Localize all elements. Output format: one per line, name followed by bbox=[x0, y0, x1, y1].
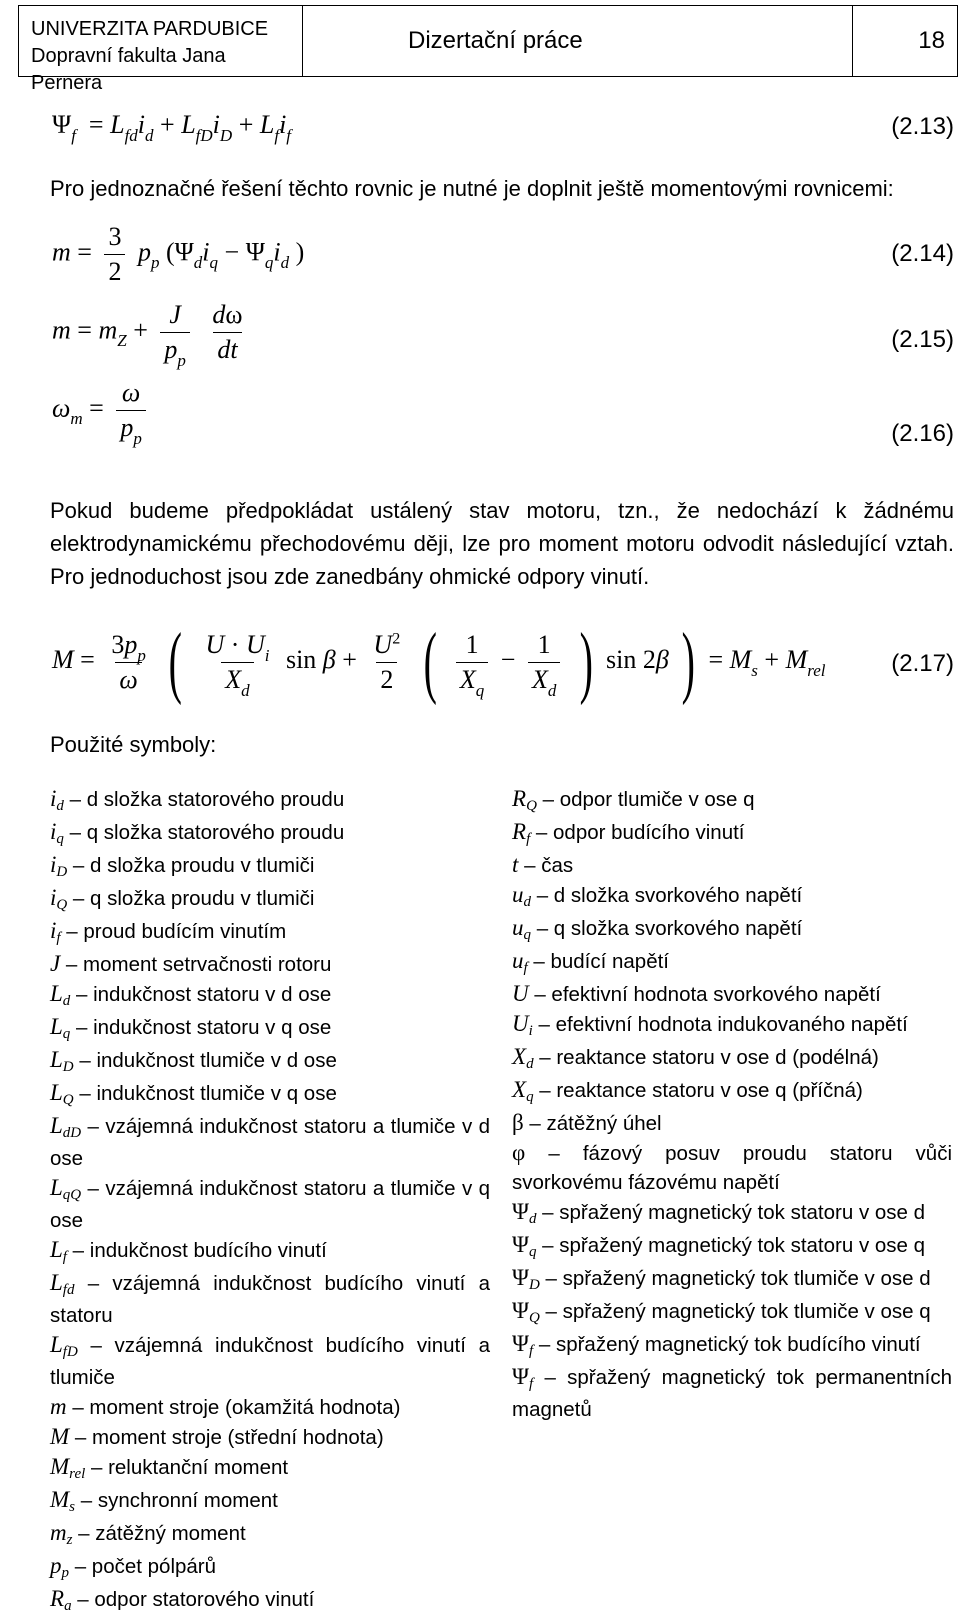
symbol bbox=[512, 1364, 534, 1392]
dash: – bbox=[63, 788, 87, 811]
symbol-entry bbox=[512, 1042, 952, 1075]
symbol-entry bbox=[50, 1268, 490, 1330]
dash: – bbox=[533, 1366, 568, 1389]
intro-paragraph: Pro jednoznačné řešení těchto rovnic je nutné je doplnit ještě momentovými rovnicemi: bbox=[50, 176, 894, 201]
symbol-letter: p bbox=[50, 1553, 62, 1578]
symbol-entry bbox=[50, 850, 490, 883]
symbol-subscript: qQ bbox=[62, 1187, 82, 1203]
symbol-description: q složka statorového proudu bbox=[86, 821, 345, 844]
symbol-subscript: D bbox=[528, 1277, 540, 1293]
symbol-letter: i bbox=[50, 852, 57, 877]
symbol-description: indukčnost statoru v d ose bbox=[93, 983, 332, 1006]
symbol-description: vzájemná indukčnost budícího vinutí a statoru bbox=[50, 1272, 491, 1327]
symbol-entry bbox=[50, 1330, 490, 1392]
symbol bbox=[512, 882, 531, 910]
symbol-description: počet pólpárů bbox=[91, 1555, 217, 1578]
symbol bbox=[50, 1487, 76, 1515]
symbol bbox=[512, 1331, 534, 1359]
symbol-description: spřažený magnetický tok permanentních magnetů bbox=[512, 1366, 952, 1421]
dash: – bbox=[77, 1334, 115, 1357]
faculty-name: Dopravní fakulta Jana Pernera bbox=[31, 45, 226, 94]
symbol-letter: U bbox=[512, 1011, 529, 1036]
dash: – bbox=[70, 983, 94, 1006]
dash: – bbox=[75, 1489, 98, 1512]
dash: – bbox=[60, 920, 84, 943]
symbol-description: efektivní hodnota indukovaného napětí bbox=[555, 1013, 908, 1036]
symbol-description: indukčnost tlumiče v d ose bbox=[96, 1049, 337, 1072]
symbol-entry bbox=[512, 880, 952, 913]
symbol-letter: L bbox=[50, 1080, 63, 1105]
university-name: UNIVERZITA PARDUBICE bbox=[31, 18, 269, 40]
symbol bbox=[512, 1011, 533, 1039]
symbol-letter: R bbox=[512, 786, 527, 811]
dash: – bbox=[527, 950, 551, 973]
symbol-subscript: rel bbox=[69, 1466, 86, 1482]
symbol bbox=[512, 948, 528, 976]
dash: – bbox=[536, 1201, 560, 1224]
symbol-description: spřažený magnetický tok statoru v ose d bbox=[559, 1201, 926, 1224]
symbol-subscript: Q bbox=[528, 1310, 540, 1326]
equation-2-17: M = $\frac{3p_p}{\omega}$ ( $\frac{U \cdot U_i}{X_d}$ sin β + $\frac{U^2}{2}$ ( $\frac{1}{X_q}$ − $\frac{1}{X_d}$ ) sin 2β ) = $M_s + M_{rel}$ bbox=[52, 618, 826, 706]
symbol bbox=[512, 819, 531, 847]
equation-number-2-16: (2.16) bbox=[891, 420, 954, 447]
dash: – bbox=[67, 887, 91, 910]
symbol-letter: R bbox=[50, 1586, 65, 1611]
symbol-entry bbox=[50, 817, 490, 850]
symbol-description: indukčnost budícího vinutí bbox=[89, 1239, 327, 1262]
symbol-description: zátěžný úhel bbox=[546, 1112, 662, 1135]
symbol-letter: R bbox=[512, 819, 527, 844]
symbol-subscript: Q bbox=[62, 1092, 74, 1108]
symbol-subscript: p bbox=[61, 1565, 69, 1581]
dash: – bbox=[533, 1079, 557, 1102]
symbol-letter: β bbox=[512, 1110, 524, 1135]
symbol-description: zátěžný moment bbox=[95, 1522, 246, 1545]
symbol bbox=[50, 1454, 86, 1482]
dash: – bbox=[74, 1272, 113, 1295]
symbol-entry bbox=[50, 1518, 490, 1551]
symbol-letter: Ψ bbox=[512, 1364, 529, 1389]
dash: – bbox=[533, 1046, 557, 1069]
symbol-description: odpor budícího vinutí bbox=[553, 821, 745, 844]
symbol-letter: J bbox=[50, 951, 61, 976]
dash: – bbox=[539, 1300, 563, 1323]
equation-number-2-17: (2.17) bbox=[891, 650, 954, 677]
symbol bbox=[512, 981, 529, 1006]
symbol-letter: Ψ bbox=[512, 1265, 529, 1290]
symbol-letter: u bbox=[512, 948, 524, 973]
symbol bbox=[50, 1175, 82, 1203]
symbol-subscript: q bbox=[56, 831, 64, 847]
dash: – bbox=[70, 1016, 94, 1039]
dash: – bbox=[85, 1456, 109, 1479]
dash: – bbox=[533, 1333, 556, 1356]
symbol-subscript: fd bbox=[62, 1282, 75, 1298]
symbol-letter: i bbox=[50, 918, 57, 943]
symbol-subscript: d bbox=[62, 993, 71, 1009]
symbol-description: d složka proudu v tlumiči bbox=[90, 854, 315, 877]
equation-number-2-15: (2.15) bbox=[891, 326, 954, 353]
symbol-description: spřažený magnetický tok budícího vinutí bbox=[555, 1333, 921, 1356]
symbol-letter: φ bbox=[512, 1140, 526, 1165]
page-number: 18 bbox=[918, 27, 945, 54]
dash: – bbox=[69, 1555, 92, 1578]
steady-state-paragraph: Pokud budeme předpokládat ustálený stav motoru, tzn., že nedochází k žádnému elektrodynamickému přechodovému ději, lze pro moment motoru odvodit následující vztah. Pro jednoduchost jsou zde zanedbány ohmické odpory vinutí. bbox=[50, 498, 954, 589]
symbol-description: odpor statorového vinutí bbox=[94, 1588, 315, 1611]
symbol-subscript: d bbox=[56, 798, 64, 814]
symbol-letter: Ψ bbox=[512, 1331, 529, 1356]
symbol-letter: L bbox=[50, 1332, 63, 1357]
symbol-entry bbox=[512, 1329, 952, 1362]
symbol-entry bbox=[512, 784, 952, 817]
dash: – bbox=[525, 1142, 583, 1165]
dash: – bbox=[539, 1267, 563, 1290]
symbol-description: d složka statorového proudu bbox=[86, 788, 345, 811]
equation-2-16: $\omega_m$ = $\frac{\omega}{p_p}$ bbox=[52, 378, 152, 443]
symbol-description: spřažený magnetický tok tlumiče v ose d bbox=[562, 1267, 931, 1290]
symbol-description: odpor tlumiče v ose q bbox=[559, 788, 755, 811]
dash: – bbox=[67, 854, 91, 877]
symbol-entry bbox=[50, 1173, 490, 1235]
symbol bbox=[50, 1553, 69, 1581]
symbol-entry bbox=[50, 1078, 490, 1111]
symbol-letter: M bbox=[50, 1487, 70, 1512]
symbol-letter: i bbox=[50, 786, 57, 811]
symbol-description: moment setrvačnosti rotoru bbox=[83, 953, 332, 976]
symbol-entry bbox=[512, 1296, 952, 1329]
symbol-entry bbox=[512, 1108, 952, 1138]
symbol-entry bbox=[50, 979, 490, 1012]
symbol-subscript: q bbox=[62, 1026, 71, 1042]
symbol-description: q složka proudu v tlumiči bbox=[90, 887, 315, 910]
symbol bbox=[512, 1265, 540, 1293]
symbol bbox=[50, 981, 71, 1009]
symbol-description: synchronní moment bbox=[97, 1489, 278, 1512]
symbol-entry bbox=[512, 817, 952, 850]
symbol-subscript: q bbox=[523, 927, 531, 943]
symbol-entry bbox=[512, 1197, 952, 1230]
symbol-entry bbox=[50, 949, 490, 979]
dash: – bbox=[69, 1426, 92, 1449]
symbol-description: reaktance statoru v ose d (podélná) bbox=[556, 1046, 879, 1069]
symbol bbox=[50, 1014, 71, 1042]
symbol-entry bbox=[50, 883, 490, 916]
dash: – bbox=[530, 821, 554, 844]
equation-2-15: $m = m_Z$ + $\frac{J}{p_p}$ $\frac{d\omega}{dt}$ bbox=[52, 300, 243, 370]
symbol bbox=[512, 1110, 524, 1135]
dash: – bbox=[531, 917, 554, 940]
equation-number-2-13: (2.13) bbox=[891, 113, 954, 140]
symbol-subscript: d bbox=[526, 1056, 534, 1072]
symbol-entry bbox=[50, 1452, 490, 1485]
symbol bbox=[50, 951, 60, 976]
symbol-entry bbox=[50, 1012, 490, 1045]
page-header bbox=[18, 5, 958, 94]
symbol bbox=[512, 1199, 537, 1227]
dash: – bbox=[81, 1115, 106, 1138]
symbol-subscript: z bbox=[66, 1532, 73, 1548]
symbols-left-column bbox=[50, 784, 490, 1617]
symbols-right-column bbox=[512, 784, 952, 1424]
symbol bbox=[512, 1298, 540, 1326]
dash: – bbox=[63, 821, 87, 844]
symbol-description: reaktance statoru v ose q (příčná) bbox=[556, 1079, 863, 1102]
symbol-subscript: i bbox=[528, 1023, 533, 1039]
equation-2-14: m = $\frac{3}{2}$ $p_p$ ($\Psi_di_q - \Psi_qi_d$ ) bbox=[52, 222, 305, 286]
symbol-entry bbox=[50, 916, 490, 949]
symbol-subscript: f bbox=[526, 831, 531, 847]
header-institution bbox=[19, 6, 303, 94]
symbol-letter: i bbox=[50, 885, 57, 910]
symbol-description: vzájemná indukčnost statoru a tlumiče v q ose bbox=[50, 1177, 490, 1232]
symbol bbox=[512, 786, 537, 814]
symbol-subscript: dD bbox=[62, 1125, 82, 1141]
symbol-description: proud budícím vinutím bbox=[83, 920, 287, 943]
symbol-letter: L bbox=[50, 1014, 63, 1039]
symbol-subscript: f bbox=[62, 1249, 67, 1265]
symbol bbox=[50, 1394, 67, 1419]
symbol bbox=[50, 852, 68, 880]
symbol-letter: L bbox=[50, 1237, 63, 1262]
symbol bbox=[50, 918, 61, 946]
symbol-letter: t bbox=[512, 852, 519, 877]
symbol-entry bbox=[512, 1230, 952, 1263]
symbol-subscript: f bbox=[528, 1376, 534, 1392]
symbol-letter: X bbox=[512, 1044, 527, 1069]
symbol-description: indukčnost tlumiče v q ose bbox=[96, 1082, 337, 1105]
dash: – bbox=[73, 1049, 97, 1072]
symbol-subscript: s bbox=[69, 1499, 76, 1515]
symbol bbox=[50, 1332, 78, 1360]
symbol bbox=[50, 1080, 74, 1108]
symbol-entry bbox=[50, 1422, 490, 1452]
symbol-description: reluktanční moment bbox=[108, 1456, 289, 1479]
symbol-entry bbox=[50, 1551, 490, 1584]
symbol-description: indukčnost statoru v q ose bbox=[93, 1016, 332, 1039]
symbol-entry bbox=[50, 1485, 490, 1518]
symbol-letter: M bbox=[50, 1454, 70, 1479]
symbol-letter: m bbox=[50, 1394, 67, 1419]
symbol-description: q složka svorkového napětí bbox=[553, 917, 803, 940]
dash: – bbox=[531, 884, 554, 907]
dash: – bbox=[528, 983, 552, 1006]
dash: – bbox=[66, 1239, 90, 1262]
symbol bbox=[512, 915, 531, 943]
symbol bbox=[50, 1520, 73, 1548]
symbol-letter: Ψ bbox=[512, 1298, 529, 1323]
equation-2-13: $\Psi_f = L_{fd}i_d + L_{fD}i_D + L_fi_f$ bbox=[52, 110, 292, 145]
symbol-description: budící napětí bbox=[550, 950, 670, 973]
symbol-subscript: q bbox=[526, 1089, 534, 1105]
symbol-subscript: fD bbox=[62, 1344, 78, 1360]
symbol-subscript: f bbox=[56, 930, 61, 946]
symbol-subscript: q bbox=[528, 1244, 537, 1260]
symbols-title: Použité symboly: bbox=[50, 732, 217, 757]
symbol-description: moment stroje (střední hodnota) bbox=[91, 1426, 384, 1449]
symbol bbox=[50, 1113, 82, 1141]
symbol-entry bbox=[512, 913, 952, 946]
symbol-description: efektivní hodnota svorkového napětí bbox=[551, 983, 881, 1006]
symbol-letter: M bbox=[50, 1424, 70, 1449]
symbol bbox=[50, 885, 68, 913]
symbol-letter: Ψ bbox=[512, 1232, 529, 1257]
symbol-subscript: Q bbox=[56, 897, 68, 913]
dash: – bbox=[518, 854, 542, 877]
symbol-entry bbox=[512, 1075, 952, 1108]
symbol bbox=[50, 1270, 75, 1298]
symbol-subscript: f bbox=[528, 1343, 534, 1359]
symbol-description: čas bbox=[541, 854, 574, 877]
symbol-letter: X bbox=[512, 1077, 527, 1102]
equation-number-2-14: (2.14) bbox=[891, 240, 954, 267]
symbol-letter: L bbox=[50, 981, 63, 1006]
dash: – bbox=[66, 1396, 90, 1419]
symbol-subscript: d bbox=[523, 894, 531, 910]
symbol-subscript: d bbox=[528, 1211, 537, 1227]
symbol-entry bbox=[50, 1392, 490, 1422]
symbol-letter: Ψ bbox=[512, 1199, 529, 1224]
symbol-letter: U bbox=[512, 981, 529, 1006]
symbol bbox=[50, 786, 64, 814]
symbol bbox=[512, 1232, 537, 1260]
symbol bbox=[50, 1424, 69, 1449]
dash: – bbox=[73, 1082, 97, 1105]
symbol-subscript: a bbox=[64, 1598, 72, 1614]
symbol-letter: m bbox=[50, 1520, 67, 1545]
symbol-description: fázový posuv proudu statoru vůči svorkovému fázovému napětí bbox=[512, 1142, 952, 1194]
symbol-letter: u bbox=[512, 882, 524, 907]
symbol bbox=[50, 1237, 67, 1265]
symbol bbox=[50, 819, 64, 847]
symbol-letter: L bbox=[50, 1047, 63, 1072]
symbol-letter: L bbox=[50, 1175, 63, 1200]
symbol-subscript: Q bbox=[526, 798, 537, 814]
symbol bbox=[512, 1077, 534, 1105]
symbol bbox=[50, 1047, 74, 1075]
dash: – bbox=[532, 1013, 556, 1036]
symbol-description: moment stroje (okamžitá hodnota) bbox=[89, 1396, 401, 1419]
symbol-description: spřažený magnetický tok tlumiče v ose q bbox=[562, 1300, 931, 1323]
symbol-subscript: D bbox=[56, 864, 68, 880]
symbol-entry bbox=[50, 784, 490, 817]
symbol bbox=[512, 1140, 525, 1165]
dash: – bbox=[536, 788, 560, 811]
dash: – bbox=[523, 1112, 547, 1135]
symbol bbox=[50, 1586, 72, 1614]
symbol-letter: u bbox=[512, 915, 524, 940]
symbol-entry bbox=[512, 1009, 952, 1042]
symbol-letter: L bbox=[50, 1270, 63, 1295]
dash: – bbox=[72, 1522, 96, 1545]
symbol-entry bbox=[512, 979, 952, 1009]
symbol-letter: L bbox=[50, 1113, 63, 1138]
symbol-entry bbox=[50, 1045, 490, 1078]
symbol bbox=[512, 1044, 534, 1072]
symbol-description: vzájemná indukčnost budícího vinutí a tlumiče bbox=[50, 1334, 491, 1389]
symbol-entry bbox=[512, 1138, 952, 1197]
symbol-entry bbox=[512, 1362, 952, 1424]
dash: – bbox=[71, 1588, 95, 1611]
symbol-entry bbox=[512, 946, 952, 979]
header-title: Dizertační práce bbox=[303, 6, 853, 76]
symbol-description: d složka svorkového napětí bbox=[553, 884, 803, 907]
symbol-entry bbox=[50, 1111, 490, 1173]
symbol-entry bbox=[512, 1263, 952, 1296]
dash: – bbox=[60, 953, 84, 976]
symbol-description: spřažený magnetický tok statoru v ose q bbox=[559, 1234, 926, 1257]
dash: – bbox=[81, 1177, 106, 1200]
symbol-subscript: D bbox=[62, 1059, 74, 1075]
symbol-letter: i bbox=[50, 819, 57, 844]
symbol-subscript: f bbox=[523, 960, 528, 976]
symbol-entry bbox=[50, 1235, 490, 1268]
symbol-description: vzájemná indukčnost statoru a tlumiče v d ose bbox=[50, 1115, 490, 1170]
dash: – bbox=[536, 1234, 560, 1257]
symbol-entry bbox=[512, 850, 952, 880]
symbol-entry bbox=[50, 1584, 490, 1617]
